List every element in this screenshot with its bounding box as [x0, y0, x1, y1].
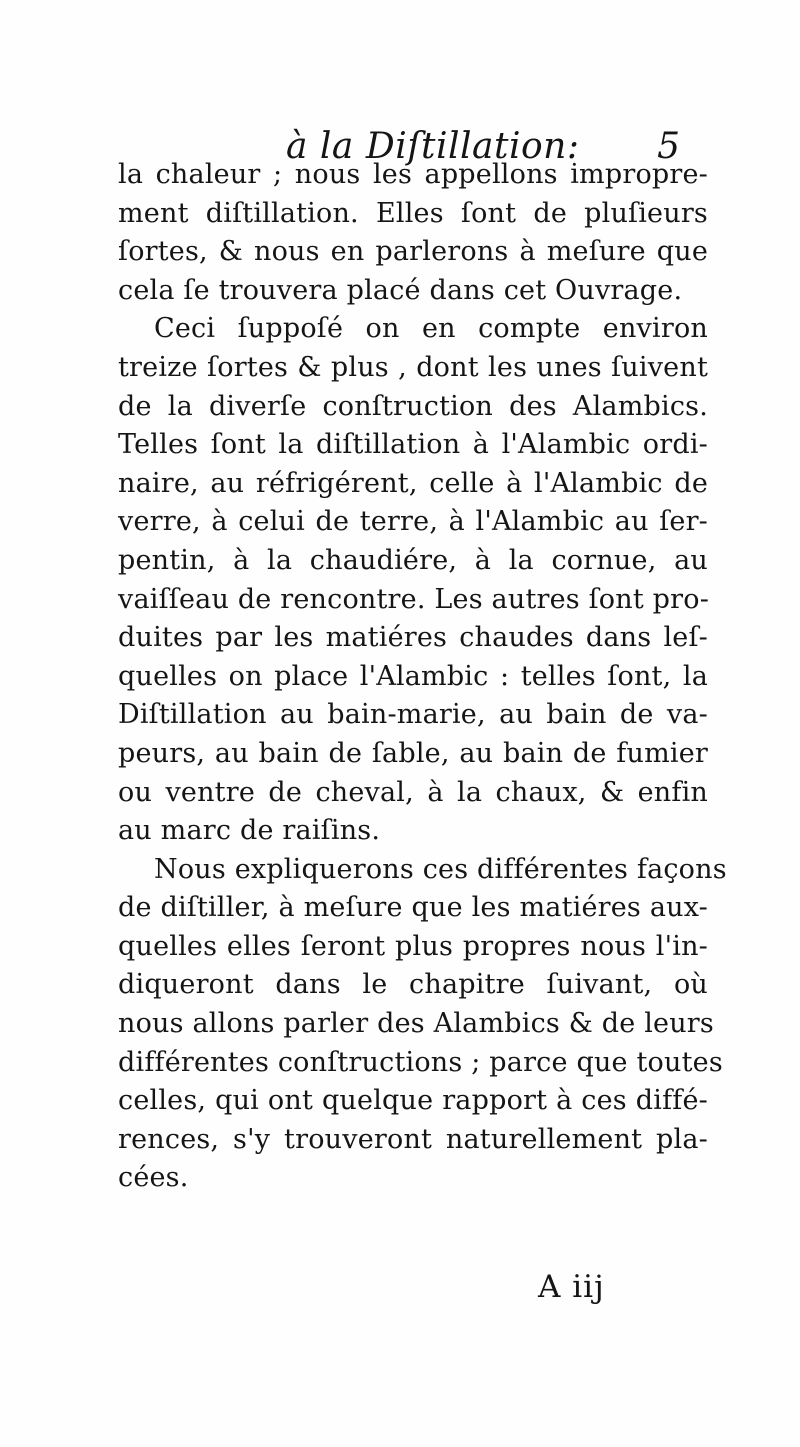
text-line: Telles ſont la diſtillation à l'Alambic ordi- [118, 429, 708, 461]
text-line: verre, à celui de terre, à l'Alambic au ſer- [118, 506, 708, 538]
text-line: pentin, à la chaudiére, à la cornue, au [118, 544, 708, 576]
text-line: ſortes, & nous en parlerons à meſure que [118, 236, 708, 268]
signature-mark: A iij [538, 1269, 605, 1305]
text-line: Nous expliquerons ces différentes façons [154, 853, 727, 885]
body-text [118, 156, 727, 1198]
paragraph-2 [118, 310, 708, 850]
text-line: peurs, au bain de ſable, au bain de fumier [118, 737, 708, 769]
text-line: duites par les matiéres chaudes dans leſ- [118, 622, 708, 654]
text-line: Diſtillation au bain-marie, au bain de va- [118, 699, 708, 731]
text-line: ou ventre de cheval, à la chaux, & enfin [118, 776, 708, 808]
text-line: quelles on place l'Alambic : telles ſont, la [118, 660, 708, 692]
text-line: ment diſtillation. Elles ſont de pluſieurs [118, 197, 708, 229]
paragraph-1 [118, 156, 708, 310]
text-line: différentes conſtructions ; parce que toutes [118, 1046, 723, 1078]
text-line: cela ſe trouvera placé dans cet Ouvrage. [118, 274, 683, 306]
text-line: quelles elles ſeront plus propres nous l'in- [118, 930, 708, 962]
text-line: rences, s'y trouveront naturellement pla- [118, 1123, 708, 1155]
paragraph-3 [118, 851, 727, 1198]
text-line: celles, qui ont quelque rapport à ces diffé- [118, 1085, 708, 1117]
text-line: de la diverſe conſtruction des Alambics. [118, 390, 708, 422]
text-line: naire, au réfrigérent, celle à l'Alambic de [118, 467, 708, 499]
running-title: à la Diſtillation: [286, 126, 580, 167]
text-line: au marc de raiſins. [118, 815, 381, 847]
text-line: la chaleur ; nous les appellons impropre- [118, 159, 708, 190]
page-number: 5 [657, 126, 680, 167]
text-line: nous allons parler des Alambics & de leurs [118, 1008, 714, 1040]
text-line: Ceci ſuppoſé on en compte environ [154, 313, 708, 345]
text-line: diqueront dans le chapitre ſuivant, où [118, 969, 708, 1001]
text-line: de diſtiller, à meſure que les matiéres aux- [118, 892, 708, 924]
text-line: vaiſſeau de rencontre. Les autres ſont pro- [118, 583, 710, 615]
text-line: cées. [118, 1162, 189, 1194]
text-line: treize ſortes & plus , dont les unes ſuivent [118, 351, 708, 383]
